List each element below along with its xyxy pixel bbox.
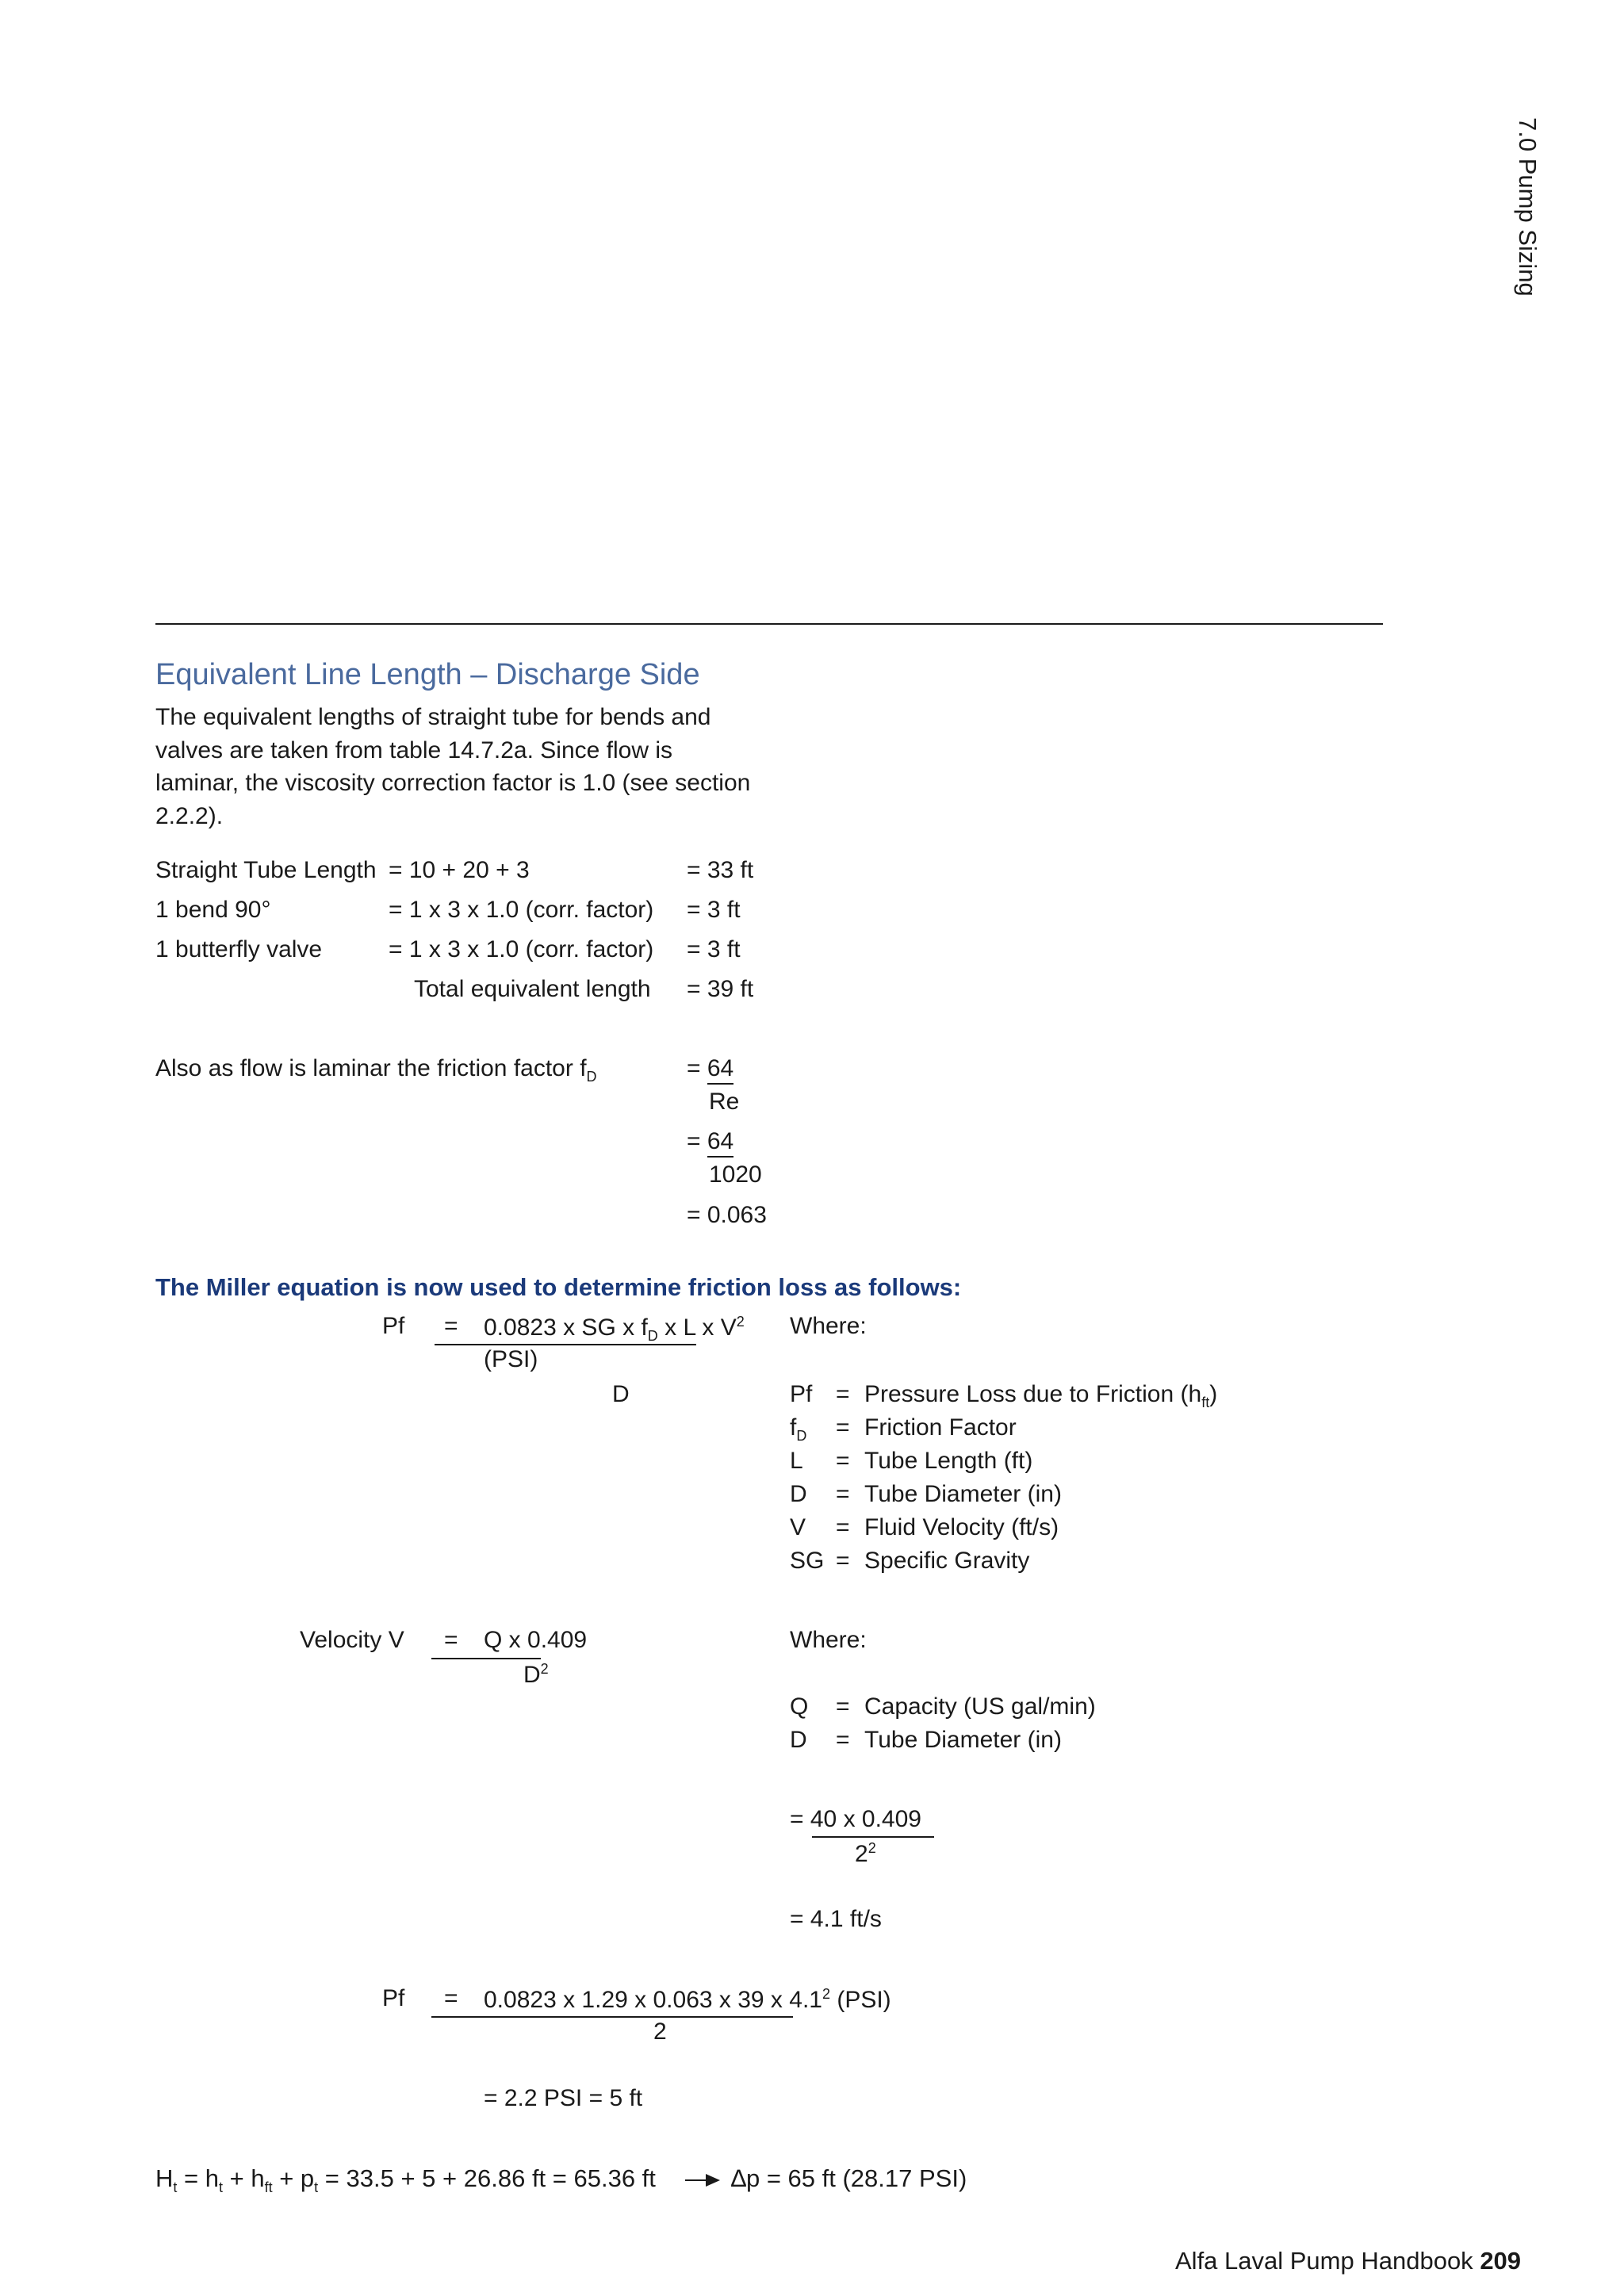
arrow-right-icon (685, 2171, 722, 2190)
def-desc-text: Pressure Loss due to Friction (h (864, 1381, 1202, 1407)
length-expr: = 1 x 3 x 1.0 (corr. factor) (389, 897, 654, 923)
length-result: = 33 ft (687, 857, 754, 883)
miller-equals: = (444, 1313, 458, 1339)
miller-num-b: x L x V (657, 1314, 737, 1341)
friction-result: = 0.063 (687, 1202, 767, 1228)
def-desc-sub: ft (1201, 1395, 1210, 1410)
velocity-calc-fraction-bar (812, 1836, 934, 1838)
def-description: Tube Diameter (in) (864, 1727, 1062, 1753)
friction-eq1-denominator: Re (709, 1089, 740, 1115)
def-symbol-sub: D (796, 1428, 807, 1444)
def-symbol: D (790, 1481, 807, 1507)
footer-title: Alfa Laval Pump Handbook (1175, 2247, 1473, 2275)
def-description: Fluid Velocity (ft/s) (864, 1514, 1059, 1540)
friction-eq2-numerator: 64 (707, 1128, 733, 1158)
friction-eq1-prefix: = (687, 1055, 707, 1081)
total-label: Total equivalent length (414, 976, 651, 1002)
velocity-calc-den-text: 2 (855, 1841, 868, 1867)
pf-calc-equals: = (444, 1985, 458, 2011)
length-label: 1 butterfly valve (155, 936, 323, 962)
velocity-den-sup: 2 (540, 1661, 549, 1677)
velocity-lhs: Velocity V (300, 1627, 404, 1653)
total-head-p2: + h (223, 2164, 265, 2192)
velocity-equals: = (444, 1627, 458, 1653)
pf-calc-result: = 2.2 PSI = 5 ft (484, 2085, 643, 2111)
length-label: 1 bend 90° (155, 897, 271, 923)
velocity-calc-numerator: 40 x 0.409 (810, 1806, 921, 1832)
miller-unit: (PSI) (484, 1346, 538, 1372)
def-equals: = (836, 1693, 850, 1720)
total-head-p1: = h (177, 2164, 219, 2192)
miller-numerator (484, 1314, 745, 1343)
length-expr: = 1 x 3 x 1.0 (corr. factor) (389, 936, 654, 962)
def-desc-tail: ) (1209, 1381, 1218, 1407)
miller-num-a: 0.0823 x SG x f (484, 1314, 648, 1341)
total-head-p1-sub: t (218, 2179, 223, 2196)
pf-calc-num-sup: 2 (822, 1986, 830, 2002)
footer (1175, 2248, 1521, 2273)
def-description: Tube Length (ft) (864, 1448, 1033, 1474)
velocity-calc-den-sup: 2 (868, 1840, 876, 1856)
def-symbol (790, 1416, 806, 1443)
velocity-where: Where: (790, 1627, 867, 1653)
velocity-calc-prefix: = (790, 1806, 810, 1832)
def-equals: = (836, 1514, 850, 1540)
def-description: Friction Factor (864, 1414, 1017, 1441)
total-head-equation (155, 2166, 656, 2195)
pf-calc-fraction-bar (431, 2016, 793, 2018)
total-head-p4: = 33.5 + 5 + 26.86 ft = 65.36 ft (318, 2164, 656, 2192)
velocity-calc (790, 1808, 921, 1831)
intro-paragraph: The equivalent lengths of straight tube for bends and valves are taken from table 14.7.2a. Since flow is laminar, the viscosity correction factor is 1.0 (see section 2.2.2). (155, 704, 751, 829)
total-head-p2-sub: ft (264, 2179, 273, 2196)
friction-label-text: Also as flow is laminar the friction factor f (155, 1055, 587, 1081)
miller-num-sup: 2 (736, 1314, 745, 1330)
def-description: Tube Diameter (in) (864, 1481, 1062, 1507)
velocity-denominator (523, 1662, 549, 1687)
def-symbol: Q (790, 1693, 809, 1720)
def-symbol (790, 1383, 812, 1406)
def-equals: = (836, 1414, 850, 1441)
velocity-result: = 4.1 ft/s (790, 1906, 882, 1932)
length-expr: = 10 + 20 + 3 (389, 857, 530, 883)
total-head-h: H (155, 2164, 174, 2192)
pf-calc-lhs: Pf (382, 1985, 405, 2011)
def-symbol-text: f (790, 1414, 797, 1441)
miller-fraction-bar (435, 1344, 696, 1345)
friction-eq1-numerator: 64 (707, 1055, 733, 1085)
total-head-p3: + p (272, 2164, 315, 2192)
total-head-result: ∆p = 65 ft (28.17 PSI) (731, 2164, 967, 2192)
def-symbol: D (790, 1727, 807, 1753)
def-equals: = (836, 1727, 850, 1753)
miller-where: Where: (790, 1313, 867, 1339)
total-head-p3-sub: t (314, 2179, 319, 2196)
length-result: = 3 ft (687, 936, 741, 962)
friction-eq2-denominator: 1020 (709, 1161, 762, 1188)
def-equals: = (836, 1548, 850, 1574)
velocity-numerator: Q x 0.409 (484, 1627, 588, 1653)
pf-calc-numerator (484, 1987, 891, 2012)
def-equals: = (836, 1381, 850, 1407)
def-symbol: L (790, 1448, 803, 1474)
total-result: = 39 ft (687, 976, 754, 1002)
def-symbol-text: Pf (790, 1381, 813, 1407)
friction-eq1 (687, 1057, 733, 1081)
miller-heading: The Miller equation is now used to determine friction loss as follows: (155, 1273, 962, 1301)
def-description: Capacity (US gal/min) (864, 1693, 1096, 1720)
def-description (864, 1383, 1217, 1410)
pf-calc-num-text: 0.0823 x 1.29 x 0.063 x 39 x 4.1 (484, 1987, 822, 2013)
velocity-den-text: D (523, 1662, 541, 1688)
section-title: Equivalent Line Length – Discharge Side (155, 658, 700, 691)
total-head-h-sub: t (173, 2179, 178, 2196)
side-tab-label: 7.0 Pump Sizing (1514, 117, 1542, 297)
length-label: Straight Tube Length (155, 857, 377, 883)
velocity-fraction-bar (431, 1658, 541, 1659)
page-number: 209 (1480, 2247, 1522, 2275)
miller-denominator: D (612, 1381, 630, 1407)
section-divider (155, 623, 1383, 625)
def-equals: = (836, 1448, 850, 1474)
pf-calc-unit: (PSI) (830, 1987, 891, 2013)
velocity-calc-denominator (855, 1841, 876, 1866)
friction-label-sub: D (586, 1069, 597, 1085)
def-symbol: V (790, 1514, 806, 1540)
def-symbol: SG (790, 1548, 825, 1574)
miller-lhs: Pf (382, 1313, 405, 1339)
def-description: Specific Gravity (864, 1548, 1030, 1574)
def-equals: = (836, 1481, 850, 1507)
friction-eq2-prefix: = (687, 1128, 707, 1154)
miller-num-sub: D (647, 1328, 658, 1344)
friction-label (155, 1057, 597, 1084)
friction-eq2 (687, 1130, 733, 1154)
pf-calc-denominator: 2 (653, 2019, 667, 2045)
length-result: = 3 ft (687, 897, 741, 923)
